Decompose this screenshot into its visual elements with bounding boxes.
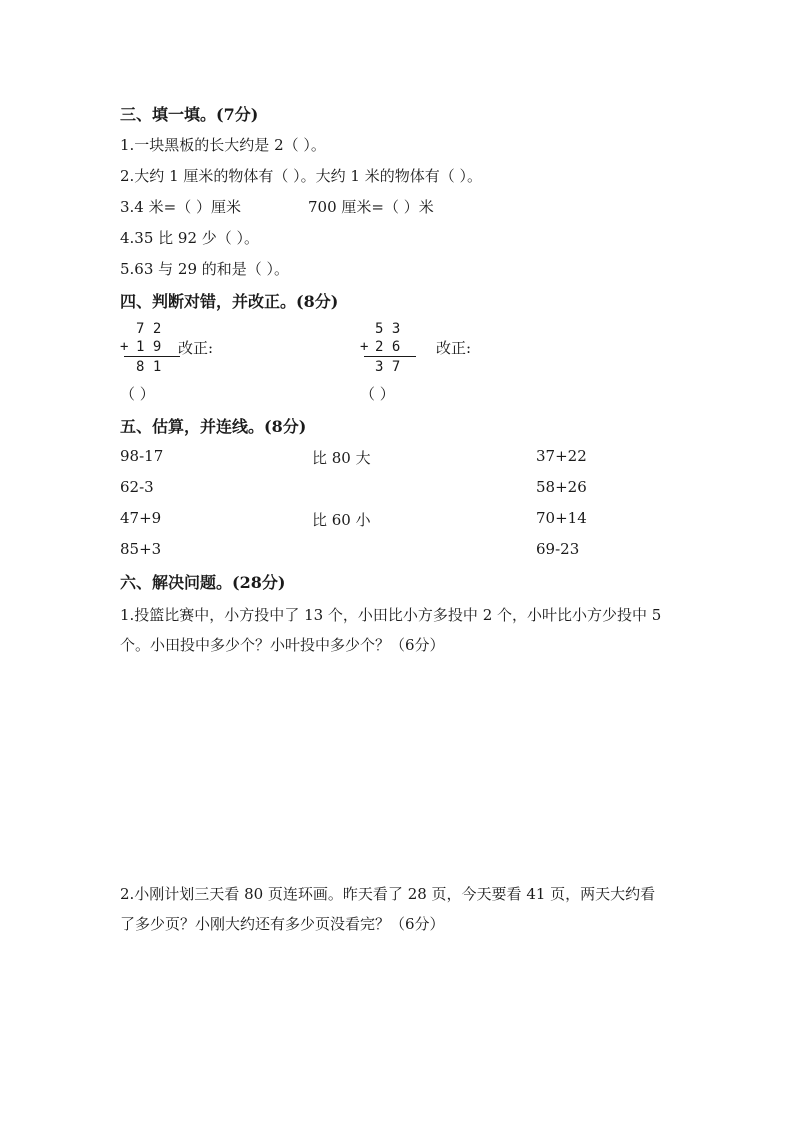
calc-1-result: 8 1 [136, 359, 162, 375]
problem-1-line-2: 个。小田投中多少个？小叶投中多少个？（6分） [120, 636, 445, 654]
estimate-middle-2: 比 60 小 [312, 511, 371, 529]
estimate-left-1: 98-17 [120, 447, 164, 465]
problem-2-line-1: 2.小刚计划三天看 80 页连环画。昨天看了 28 页，今天要看 41 页，两天大约看 [120, 885, 656, 903]
calc-2-result: 3 7 [375, 359, 401, 375]
section-4-title: 四、判断对错，并改正。(8分) [120, 292, 339, 311]
estimate-middle-1: 比 80 大 [312, 449, 371, 467]
estimate-right-3: 70+14 [536, 509, 587, 527]
calc-2-top: 5 3 [375, 321, 401, 337]
estimate-right-4: 69-23 [536, 540, 580, 558]
calc-2-plus: + [360, 339, 369, 355]
calc-1-plus: + [120, 339, 129, 355]
question-3-2: 2.大约 1 厘米的物体有（ ）。大约 1 米的物体有（ ）。 [120, 167, 483, 185]
question-3-3b: 700 厘米=（ ）米 [308, 198, 434, 216]
calc-1-mid: 1 9 [136, 339, 162, 355]
estimate-right-2: 58+26 [536, 478, 587, 496]
calc-2-correct-label: 改正: [436, 339, 472, 357]
section-3-title: 三、填一填。(7分) [120, 105, 259, 124]
question-3-3a: 3.4 米=（ ）厘米 [120, 198, 241, 216]
calc-1-underline [124, 356, 180, 357]
calc-1-answer-paren: （ ） [120, 385, 155, 403]
estimate-left-3: 47+9 [120, 509, 162, 527]
calc-2-underline [364, 356, 416, 357]
calc-1-correct-label: 改正: [178, 339, 214, 357]
estimate-left-4: 85+3 [120, 540, 162, 558]
problem-2-line-2: 了多少页？小刚大约还有多少页没看完？（6分） [120, 915, 445, 933]
question-3-5: 5.63 与 29 的和是（ ）。 [120, 260, 290, 278]
estimate-left-2: 62-3 [120, 478, 154, 496]
question-3-1: 1.一块黑板的长大约是 2（ ）。 [120, 136, 326, 154]
calc-2-answer-paren: （ ） [360, 385, 395, 403]
section-6-title: 六、解决问题。(28分) [120, 573, 286, 592]
estimate-right-1: 37+22 [536, 447, 587, 465]
problem-1-line-1: 1.投篮比赛中，小方投中了 13 个，小田比小方多投中 2 个，小叶比小方少投中 5 [120, 606, 662, 624]
calc-1-top: 7 2 [136, 321, 162, 337]
question-3-4: 4.35 比 92 少（ ）。 [120, 229, 260, 247]
section-5-title: 五、估算，并连线。(8分) [120, 417, 307, 436]
calc-2-mid: 2 6 [375, 339, 401, 355]
